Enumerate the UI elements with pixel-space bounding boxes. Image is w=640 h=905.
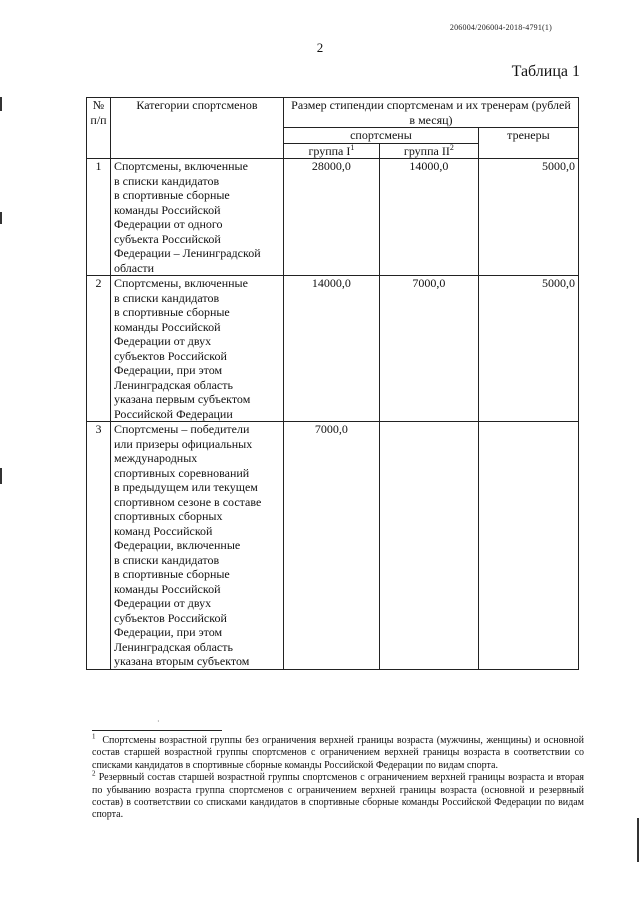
row-group-1-amount: 14000,0 xyxy=(283,276,379,422)
footnote-text: Резервный состав старшей возрастной группы спортсменов с ограничением верхней границы возраста и вторая по убыванию возраста группа спортсменов с ограничением верхней границы возраста (основной и резервный состав) в соответствии со списками кандидатов в спортивные сборные команды Российской Федерации по видам спорта. xyxy=(92,772,585,821)
header-athletes: спортсмены xyxy=(283,128,478,144)
scan-artifact xyxy=(0,468,2,484)
header-group-2: группа $II^2$ xyxy=(379,143,478,159)
page-number: 2 xyxy=(316,40,324,55)
footnote-mark: 1 xyxy=(92,732,96,741)
row-coaches-amount: 5000,0 xyxy=(478,159,578,276)
row-number: 3 xyxy=(87,422,111,670)
scan-artifact xyxy=(0,97,2,111)
row-number: 1 xyxy=(87,159,111,276)
footnote-ref-2: 2 xyxy=(449,142,454,152)
row-group-1-amount: 7000,0 xyxy=(283,422,379,670)
row-coaches-amount xyxy=(478,422,578,670)
footnote-1 xyxy=(92,732,584,772)
footnote-2 xyxy=(92,769,585,822)
table-header-row xyxy=(87,98,579,128)
scan-artifact xyxy=(0,212,2,224)
scan-dot: · xyxy=(157,717,160,726)
row-group-2-amount: 7000,0 xyxy=(379,276,478,422)
stipend-table xyxy=(86,97,579,670)
header-category: Категории спортсменов xyxy=(110,98,283,159)
row-coaches-amount: 5000,0 xyxy=(478,276,578,422)
table-row xyxy=(87,159,579,276)
row-category: Спортсмены, включенные в списки кандидатов в спортивные сборные команды Российской Федерации от одного субъекта Российской Федерации – Ленинградской области xyxy=(110,159,283,276)
table-caption: Таблица 1 xyxy=(511,63,580,80)
row-number: 2 xyxy=(87,276,111,422)
row-category: Спортсмены, включенные в списки кандидатов в спортивные сборные команды Российской Федерации от двух субъектов Российской Федерации, при этом Ленинградская область указана первым субъектом Российской Федерации xyxy=(110,276,283,422)
footnote-text: Спортсмены возрастной группы без ограничения верхней границы возраста (мужчины, женщины) и основной состав старшей возрастной группы спортсменов с ограничением верхней границы возраста в соответствии со списками кандидатов в спортивные сборные команды Российской Федерации по видам спорта. xyxy=(92,735,584,771)
footnotes xyxy=(92,732,585,822)
header-coaches: тренеры xyxy=(478,128,578,159)
row-group-2-amount xyxy=(379,422,478,670)
footnote-mark: 2 xyxy=(92,769,96,778)
row-category: Спортсмены – победители или призеры официальных международных спортивных соревнований в предыдущем или текущем спортивном сезоне в составе спортивных сборных команд Российской Федерации, включенные в списки кандидатов в спортивные сборные команды Российской Федерации от двух субъектов Российской Федерации, при этом Ленинградская область указана вторым субъектом xyxy=(110,422,283,670)
table-row xyxy=(87,422,579,670)
table-row xyxy=(87,276,579,422)
footnote-ref-1: 1 xyxy=(350,142,355,152)
document-id: 206004/206004-2018-4791(1) xyxy=(449,23,552,32)
row-group-2-amount: 14000,0 xyxy=(379,159,478,276)
header-group-1: группа $I^1$ xyxy=(283,143,379,159)
header-number: № п/п xyxy=(87,98,111,159)
header-stipend-amount: Размер стипендии спортсменам и их тренерам (рублей в месяц) xyxy=(283,98,578,128)
row-group-1-amount: 28000,0 xyxy=(283,159,379,276)
scan-artifact xyxy=(637,818,639,862)
footnote-separator xyxy=(92,730,222,731)
